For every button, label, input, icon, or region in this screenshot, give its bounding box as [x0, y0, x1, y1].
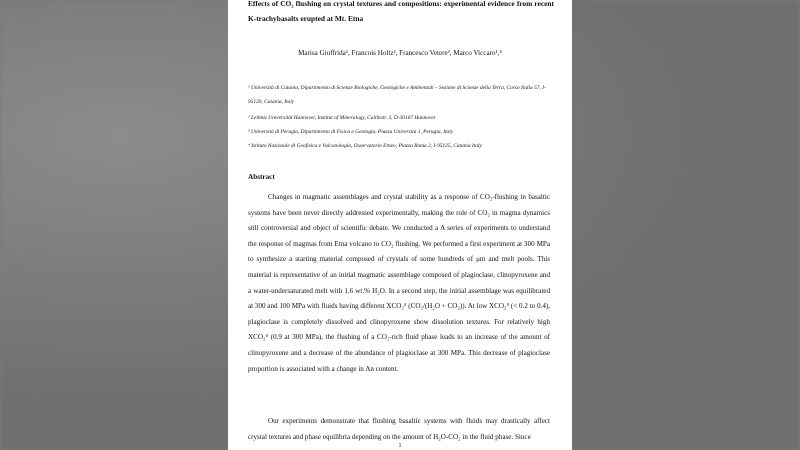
page-number: 1: [398, 443, 402, 449]
affiliation-1: ¹ Università di Catania, Dipartimento di Scienze Biologiche, Geologiche e Ambientali – Sezione di Scienze della Terra, Corso Italia 57, I-95129, Catania, Italy: [248, 85, 546, 105]
affiliation-3: ³ Università di Perugia, Dipartimento di Fisica e Geologia, Piazza Università 1, Perugia, Italy: [248, 129, 454, 135]
document-page: [228, 0, 572, 450]
abstract-heading: Abstract: [248, 173, 275, 181]
affiliation-4: ⁴ Istituto Nazionale di Geofisica e Vulcanologia, Osservatorio Etneo, Piazza Roma 2, I-95125, Catania Italy: [248, 143, 482, 149]
abstract-paragraph-1: Changes in magmatic assemblages and crystal stability as a response of CO₂-flushing in basaltic systems have been never directly addressed experimentally, making the role of CO₂ in magma dynamics still controversial and object of scientific debate. We conducted a A series of experiments to understand the response of magmas from Etna volcano to CO₂ flushing. We performed a first experiment at 300 MPa to synthesize a starting material composed of crystals of some hundreds of μm and melt pools. This material is representative of an initial magmatic assemblage composed of plagioclase, clinopyroxene and a water-undersaturated melt with 1.6 wt.% H₂O. In a second step, the initial assemblage was equilibrated at 300 and 100 MPa with fluids having different XCO₂ᶠˡ (CO₂/(H₂O + CO₂)). At low XCO₂ᶠˡ (< 0.2 to 0.4), plagioclase is completely dissolved and clinopyroxene show dissolution textures. For relatively high XCO₂ᶠˡ (0.9 at 300 MPa), the flushing of a CO₂-rich fluid phase leads to an increase of the amount of clinopyroxene and a decrease of the abundance of plagioclase at 300 MPa. This decrease of plagioclase proportion is associated with a change in An content.: [248, 193, 550, 373]
author-list: Marisa Giuffrida¹, Francois Holtz², Francesco Vetere³, Marco Viccaro¹,⁴: [298, 49, 502, 57]
affiliation-2: ² Leibniz Universität Hannover, Institut of Mineralogy, Callinstr. 3, D-30167 Hannover: [248, 115, 436, 121]
abstract-paragraph-2: Our experiments demonstrate that flushing basaltic systems with fluids may drastically affect crystal textures and phase equilibria depending on the amount of H₂O-CO₂ in the fluid phase. Since: [248, 417, 550, 441]
paper-title: Effects of CO₂ flushing on crystal textures and compositions: experimental evidence from recent K-trachybasalts erupted at Mt. Etna: [248, 0, 554, 23]
